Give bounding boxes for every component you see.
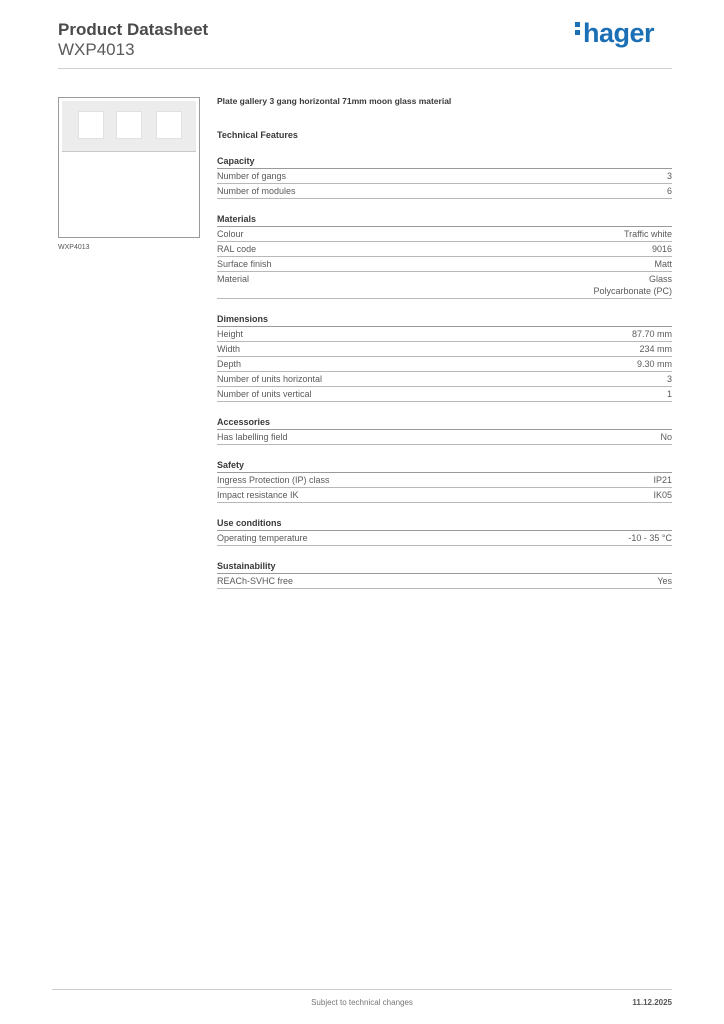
spec-row [217,184,672,199]
spec-label: REACh-SVHC free [217,576,294,586]
spec-value: 6 [666,186,672,196]
spec-section [217,416,672,445]
page-header [58,20,672,70]
spec-label: Depth [217,359,242,369]
spec-value: 9.30 mm [636,359,672,369]
spec-label: Width [217,344,241,354]
spec-value: 3 [666,171,672,181]
plate-opening [78,111,104,139]
spec-row [217,488,672,503]
spec-sections [217,155,672,589]
spec-section [217,155,672,199]
section-title: Safety [217,459,672,473]
spec-value: IP21 [653,475,672,485]
spec-label: Ingress Protection (IP) class [217,475,330,485]
spec-label: Has labelling field [217,432,288,442]
footer-note: Subject to technical changes [311,998,413,1007]
spec-label: Number of units vertical [217,389,312,399]
spec-label: Height [217,329,244,339]
spec-value: 9016 [651,244,672,254]
plate-opening [116,111,142,139]
section-title: Accessories [217,416,672,430]
spec-row [217,342,672,357]
section-title: Capacity [217,155,672,169]
features-heading: Technical Features [217,130,298,140]
spec-value: IK05 [653,490,672,500]
spec-label: Operating temperature [217,533,308,543]
spec-label: Number of units horizontal [217,374,323,384]
footer-date: 11.12.2025 [632,998,672,1007]
spec-row [217,387,672,402]
spec-row [217,473,672,488]
spec-section [217,313,672,402]
spec-value: Yes [657,576,672,586]
spec-label: Number of modules [217,186,296,196]
spec-label: Surface finish [217,259,272,269]
spec-value: -10 - 35 °C [628,533,672,543]
spec-value: 3 [666,374,672,384]
plate-opening [156,111,182,139]
logo-dots-icon [575,19,580,38]
section-title: Use conditions [217,517,672,531]
spec-value: 1 [666,389,672,399]
section-title: Materials [217,213,672,227]
section-title: Sustainability [217,560,672,574]
spec-label: Number of gangs [217,171,287,181]
spec-value: 87.70 mm [631,329,672,339]
spec-label: RAL code [217,244,257,254]
spec-value: Glass Polycarbonate (PC) [593,274,672,296]
spec-value: Traffic white [623,229,672,239]
product-name: Plate gallery 3 gang horizontal 71mm moon glass material [217,96,452,106]
spec-row [217,357,672,372]
logo-wordmark: hager [582,18,654,48]
hager-logo [575,18,654,49]
spec-label: Material [217,274,250,284]
spec-value: Matt [654,259,672,269]
spec-row [217,327,672,342]
spec-row [217,169,672,184]
spec-row [217,242,672,257]
spec-row [217,430,672,445]
spec-label: Impact resistance IK [217,490,299,500]
spec-label: Colour [217,229,244,239]
spec-section [217,517,672,546]
spec-row [217,227,672,242]
plate-illustration [62,101,196,152]
spec-row [217,531,672,546]
spec-section [217,560,672,589]
spec-section [217,213,672,299]
product-reference: WXP4013 [58,40,135,59]
spec-row [217,272,672,299]
footer-divider [52,989,672,990]
page-title: Product Datasheet [58,20,209,39]
header-divider [58,68,672,69]
spec-value: No [660,432,672,442]
spec-value: 234 mm [639,344,672,354]
spec-content [217,95,672,589]
spec-section [217,459,672,503]
section-title: Dimensions [217,313,672,327]
spec-row [217,257,672,272]
product-image [58,97,200,238]
image-caption: WXP4013 [58,244,90,251]
spec-row [217,372,672,387]
spec-row [217,574,672,589]
